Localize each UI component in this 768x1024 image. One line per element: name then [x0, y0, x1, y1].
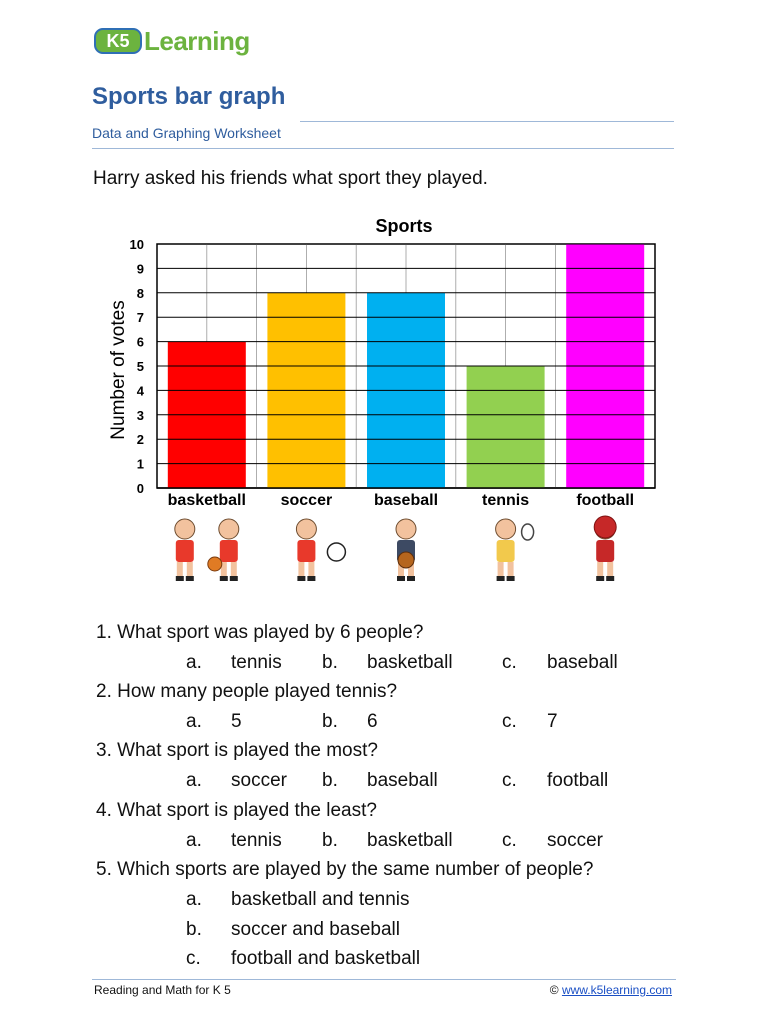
option-letter: c.: [502, 711, 517, 732]
option-letter: c.: [186, 948, 201, 969]
logo-text: Learning: [144, 26, 250, 56]
question-5: 5. Which sports are played by the same number of people?: [96, 859, 594, 880]
y-tick-label: 8: [136, 285, 144, 301]
answer-option[interactable]: basketball: [367, 830, 453, 851]
answer-option[interactable]: tennis: [231, 830, 282, 851]
question-4: 4. What sport is played the least?: [96, 800, 377, 821]
option-letter: c.: [502, 830, 517, 851]
question-3: 3. What sport is played the most?: [96, 740, 378, 761]
bar-tennis: [467, 366, 545, 488]
y-tick-label: 7: [136, 310, 144, 326]
baseball-catcher-icon: [396, 519, 416, 581]
intro-text: Harry asked his friends what sport they played.: [93, 168, 488, 189]
answer-option[interactable]: soccer: [231, 770, 287, 791]
option-letter: b.: [186, 918, 202, 940]
option-letter: b.: [322, 770, 338, 791]
footer-text: Reading and Math for K 5: [94, 983, 231, 997]
logo-badge: K5: [94, 28, 142, 54]
page-title: Sports bar graph: [92, 83, 286, 110]
option-letter: a.: [186, 830, 202, 851]
answer-option[interactable]: 5: [231, 711, 242, 732]
answer-option[interactable]: baseball: [367, 770, 438, 791]
question-2: 2. How many people played tennis?: [96, 681, 398, 702]
chart-title: Sports: [375, 216, 433, 236]
option-letter: a.: [186, 711, 202, 732]
footer-divider: [92, 979, 676, 980]
answer-option[interactable]: basketball: [367, 652, 453, 673]
y-tick-label: 1: [136, 456, 144, 472]
option-letter: c.: [502, 652, 517, 673]
answer-option[interactable]: soccer and baseball: [231, 918, 400, 940]
y-axis-label: Number of votes: [108, 300, 129, 440]
answer-option[interactable]: basketball and tennis: [231, 889, 410, 910]
x-category-label: basketball: [167, 492, 246, 509]
x-category-label: football: [576, 492, 635, 509]
x-category-label: tennis: [482, 492, 530, 509]
x-category-label: soccer: [280, 492, 333, 509]
y-tick-label: 4: [136, 383, 144, 399]
football-player-icon: [594, 516, 616, 581]
copyright-symbol: ©: [549, 983, 559, 997]
option-letter: b.: [322, 711, 338, 732]
answer-option[interactable]: 7: [547, 711, 558, 732]
y-tick-label: 9: [136, 261, 144, 277]
soccer-player-icon: [296, 519, 345, 581]
website-link[interactable]: www.k5learning.com: [561, 983, 672, 997]
answer-option[interactable]: football: [547, 770, 609, 791]
option-letter: a.: [186, 652, 202, 673]
answer-option[interactable]: tennis: [231, 652, 282, 673]
answer-option[interactable]: 6: [367, 711, 378, 732]
y-tick-label: 6: [136, 334, 144, 350]
answer-option[interactable]: football and basketball: [231, 948, 421, 969]
basketball-players-icon: [175, 519, 239, 581]
option-letter: c.: [502, 770, 517, 791]
y-tick-label: 5: [136, 359, 144, 374]
option-letter: a.: [186, 889, 202, 910]
answer-option[interactable]: soccer: [547, 830, 603, 851]
y-tick-label: 2: [136, 432, 144, 448]
y-tick-label: 3: [136, 407, 144, 423]
option-letter: b.: [322, 652, 338, 673]
sport-figures: [175, 516, 616, 581]
x-category-labels: [168, 492, 634, 509]
x-category-label: baseball: [373, 492, 439, 509]
question-1: 1. What sport was played by 6 people?: [96, 622, 424, 643]
tennis-player-icon: [496, 519, 534, 581]
y-tick-label: 0: [136, 481, 144, 496]
option-letter: a.: [186, 770, 202, 791]
footer-credit: [550, 983, 672, 997]
answer-option[interactable]: baseball: [547, 652, 618, 673]
y-tick-label: 10: [129, 237, 144, 252]
option-letter: b.: [322, 830, 338, 851]
page-subtitle: Data and Graphing Worksheet: [92, 125, 281, 141]
